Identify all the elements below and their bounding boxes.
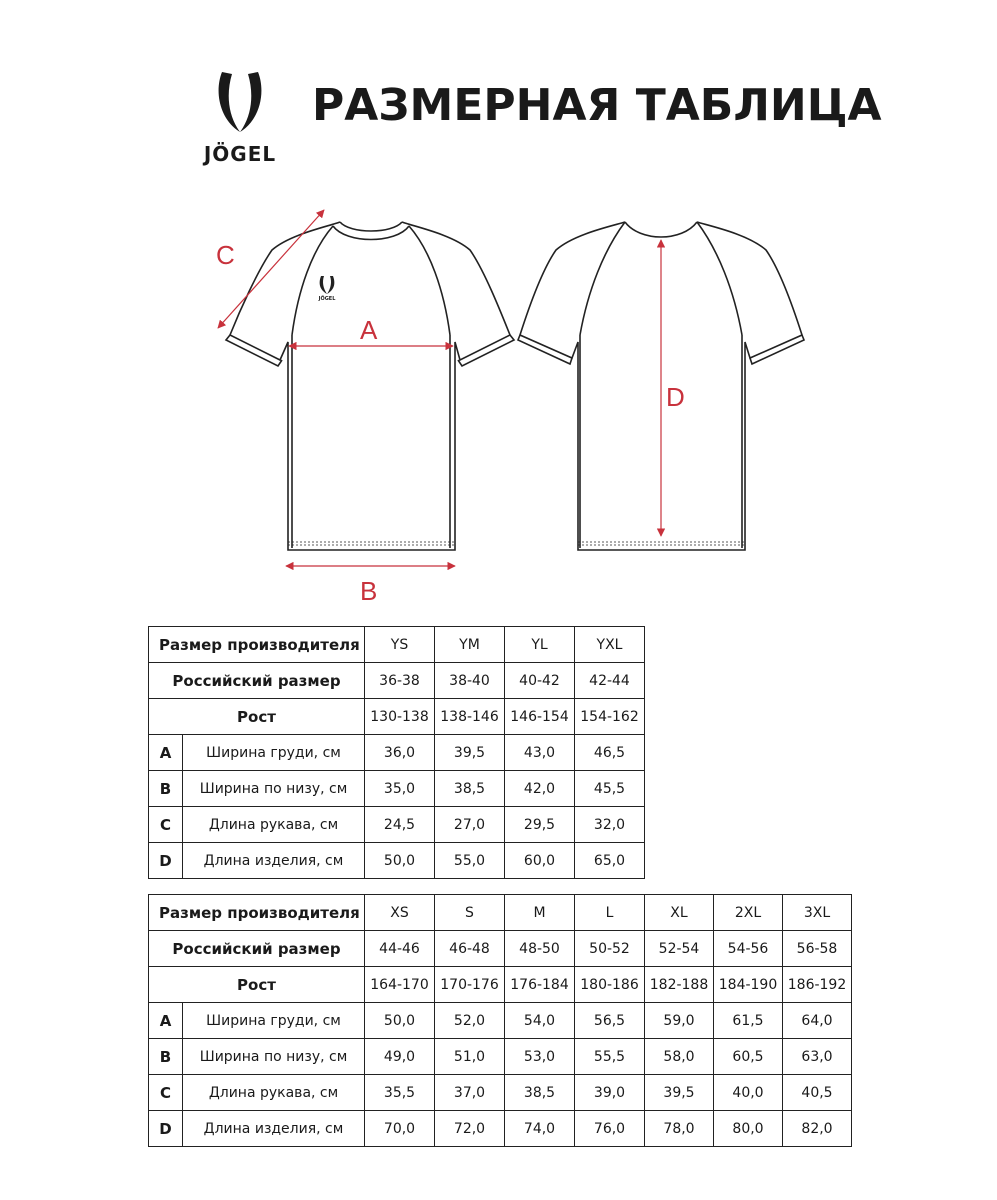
measure-value-cell: 39,0: [575, 1075, 645, 1111]
measure-value-cell: 56,5: [575, 1003, 645, 1039]
height-row-cell: 170-176: [435, 967, 505, 1003]
jogel-emblem-icon: [210, 70, 270, 136]
russian-size-row-cell: 52-54: [645, 931, 714, 967]
measure-value-cell: 51,0: [435, 1039, 505, 1075]
russian-size-row-cell: 56-58: [783, 931, 852, 967]
measure-value-cell: 46,5: [575, 735, 645, 771]
measure-value-cell: 78,0: [645, 1111, 714, 1147]
height-row-cell: 138-146: [435, 699, 505, 735]
measure-value-cell: 55,0: [435, 843, 505, 879]
measure-letter: B: [149, 771, 183, 807]
measure-label: Ширина груди, см: [183, 1003, 365, 1039]
table1-body: [149, 627, 645, 879]
measure-value-cell: 32,0: [575, 807, 645, 843]
measure-value-cell: 43,0: [505, 735, 575, 771]
measure-value-cell: 74,0: [505, 1111, 575, 1147]
measure-value-cell: 80,0: [714, 1111, 783, 1147]
measure-letter: B: [149, 1039, 183, 1075]
measure-value-cell: 37,0: [435, 1075, 505, 1111]
measure-row: [149, 1039, 852, 1075]
measure-value-cell: 35,0: [365, 771, 435, 807]
height-row-cell: 130-138: [365, 699, 435, 735]
russian-size-row-cell: 36-38: [365, 663, 435, 699]
measure-value-cell: 42,0: [505, 771, 575, 807]
manufacturer-size-row-cell: 3XL: [783, 895, 852, 931]
measure-value-cell: 38,5: [505, 1075, 575, 1111]
tshirt-diagram: [0, 190, 997, 610]
height-row-cell: 186-192: [783, 967, 852, 1003]
label-b: B: [360, 576, 378, 606]
russian-size-row-cell: 50-52: [575, 931, 645, 967]
measure-row: [149, 771, 645, 807]
height-row-cell: 184-190: [714, 967, 783, 1003]
measure-value-cell: 29,5: [505, 807, 575, 843]
measure-value-cell: 36,0: [365, 735, 435, 771]
measure-label: Длина изделия, см: [183, 1111, 365, 1147]
height-row-label: Рост: [149, 967, 365, 1003]
measure-value-cell: 55,5: [575, 1039, 645, 1075]
russian-size-row-cell: 48-50: [505, 931, 575, 967]
height-row-cell: 182-188: [645, 967, 714, 1003]
manufacturer-size-row: [149, 627, 645, 663]
measure-label: Длина рукава, см: [183, 807, 365, 843]
measure-row: [149, 1111, 852, 1147]
height-row: [149, 967, 852, 1003]
measure-value-cell: 72,0: [435, 1111, 505, 1147]
measure-value-cell: 39,5: [645, 1075, 714, 1111]
measure-letter: D: [149, 1111, 183, 1147]
measure-value-cell: 82,0: [783, 1111, 852, 1147]
measure-letter: C: [149, 1075, 183, 1111]
dimension-lines: [218, 210, 661, 566]
height-row: [149, 699, 645, 735]
manufacturer-size-row-cell: S: [435, 895, 505, 931]
measure-value-cell: 45,5: [575, 771, 645, 807]
manufacturer-size-row-cell: YL: [505, 627, 575, 663]
brand-logo: [190, 70, 290, 170]
measure-value-cell: 50,0: [365, 1003, 435, 1039]
manufacturer-size-row-cell: XS: [365, 895, 435, 931]
chest-logo-text: JÖGEL: [318, 296, 336, 302]
size-table-youth: [148, 626, 645, 879]
russian-size-row: [149, 663, 645, 699]
measure-value-cell: 58,0: [645, 1039, 714, 1075]
measure-label: Ширина груди, см: [183, 735, 365, 771]
russian-size-row-label: Российский размер: [149, 931, 365, 967]
measure-value-cell: 76,0: [575, 1111, 645, 1147]
logo-text: JÖGEL: [203, 142, 277, 166]
measure-value-cell: 60,5: [714, 1039, 783, 1075]
manufacturer-size-row-label: Размер производителя: [149, 895, 365, 931]
measure-value-cell: 52,0: [435, 1003, 505, 1039]
russian-size-row-cell: 46-48: [435, 931, 505, 967]
height-row-cell: 154-162: [575, 699, 645, 735]
measure-value-cell: 49,0: [365, 1039, 435, 1075]
measure-value-cell: 40,0: [714, 1075, 783, 1111]
russian-size-row: [149, 931, 852, 967]
measure-letter: A: [149, 1003, 183, 1039]
measure-value-cell: 24,5: [365, 807, 435, 843]
manufacturer-size-row-cell: L: [575, 895, 645, 931]
manufacturer-size-row-cell: M: [505, 895, 575, 931]
measure-value-cell: 53,0: [505, 1039, 575, 1075]
measure-row: [149, 1003, 852, 1039]
measure-label: Ширина по низу, см: [183, 771, 365, 807]
measure-value-cell: 59,0: [645, 1003, 714, 1039]
label-d: D: [666, 382, 685, 412]
label-a: A: [360, 315, 378, 345]
measure-value-cell: 70,0: [365, 1111, 435, 1147]
russian-size-row-cell: 42-44: [575, 663, 645, 699]
russian-size-row-label: Российский размер: [149, 663, 365, 699]
russian-size-row-cell: 38-40: [435, 663, 505, 699]
measure-value-cell: 39,5: [435, 735, 505, 771]
table2-body: [149, 895, 852, 1147]
measure-value-cell: 38,5: [435, 771, 505, 807]
manufacturer-size-row-cell: YXL: [575, 627, 645, 663]
measure-value-cell: 61,5: [714, 1003, 783, 1039]
height-row-cell: 180-186: [575, 967, 645, 1003]
manufacturer-size-row-cell: 2XL: [714, 895, 783, 931]
manufacturer-size-row-cell: YS: [365, 627, 435, 663]
manufacturer-size-row-label: Размер производителя: [149, 627, 365, 663]
label-c: C: [216, 240, 235, 270]
height-row-label: Рост: [149, 699, 365, 735]
measure-value-cell: 35,5: [365, 1075, 435, 1111]
measure-label: Ширина по низу, см: [183, 1039, 365, 1075]
russian-size-row-cell: 44-46: [365, 931, 435, 967]
measure-value-cell: 40,5: [783, 1075, 852, 1111]
measure-row: [149, 1075, 852, 1111]
height-row-cell: 146-154: [505, 699, 575, 735]
measure-value-cell: 65,0: [575, 843, 645, 879]
manufacturer-size-row: [149, 895, 852, 931]
measure-letter: D: [149, 843, 183, 879]
height-row-cell: 164-170: [365, 967, 435, 1003]
measure-value-cell: 50,0: [365, 843, 435, 879]
measure-value-cell: 64,0: [783, 1003, 852, 1039]
measure-value-cell: 63,0: [783, 1039, 852, 1075]
manufacturer-size-row-cell: YM: [435, 627, 505, 663]
chest-logo: [318, 276, 337, 302]
measure-label: Длина изделия, см: [183, 843, 365, 879]
height-row-cell: 176-184: [505, 967, 575, 1003]
measure-row: [149, 735, 645, 771]
russian-size-row-cell: 40-42: [505, 663, 575, 699]
measure-letter: A: [149, 735, 183, 771]
russian-size-row-cell: 54-56: [714, 931, 783, 967]
measure-row: [149, 807, 645, 843]
measure-value-cell: 27,0: [435, 807, 505, 843]
measure-letter: C: [149, 807, 183, 843]
measure-row: [149, 843, 645, 879]
measure-label: Длина рукава, см: [183, 1075, 365, 1111]
size-table-adult: [148, 894, 852, 1147]
measure-value-cell: 60,0: [505, 843, 575, 879]
page-title: РАЗМЕРНАЯ ТАБЛИЦА: [312, 80, 882, 131]
manufacturer-size-row-cell: XL: [645, 895, 714, 931]
measure-value-cell: 54,0: [505, 1003, 575, 1039]
